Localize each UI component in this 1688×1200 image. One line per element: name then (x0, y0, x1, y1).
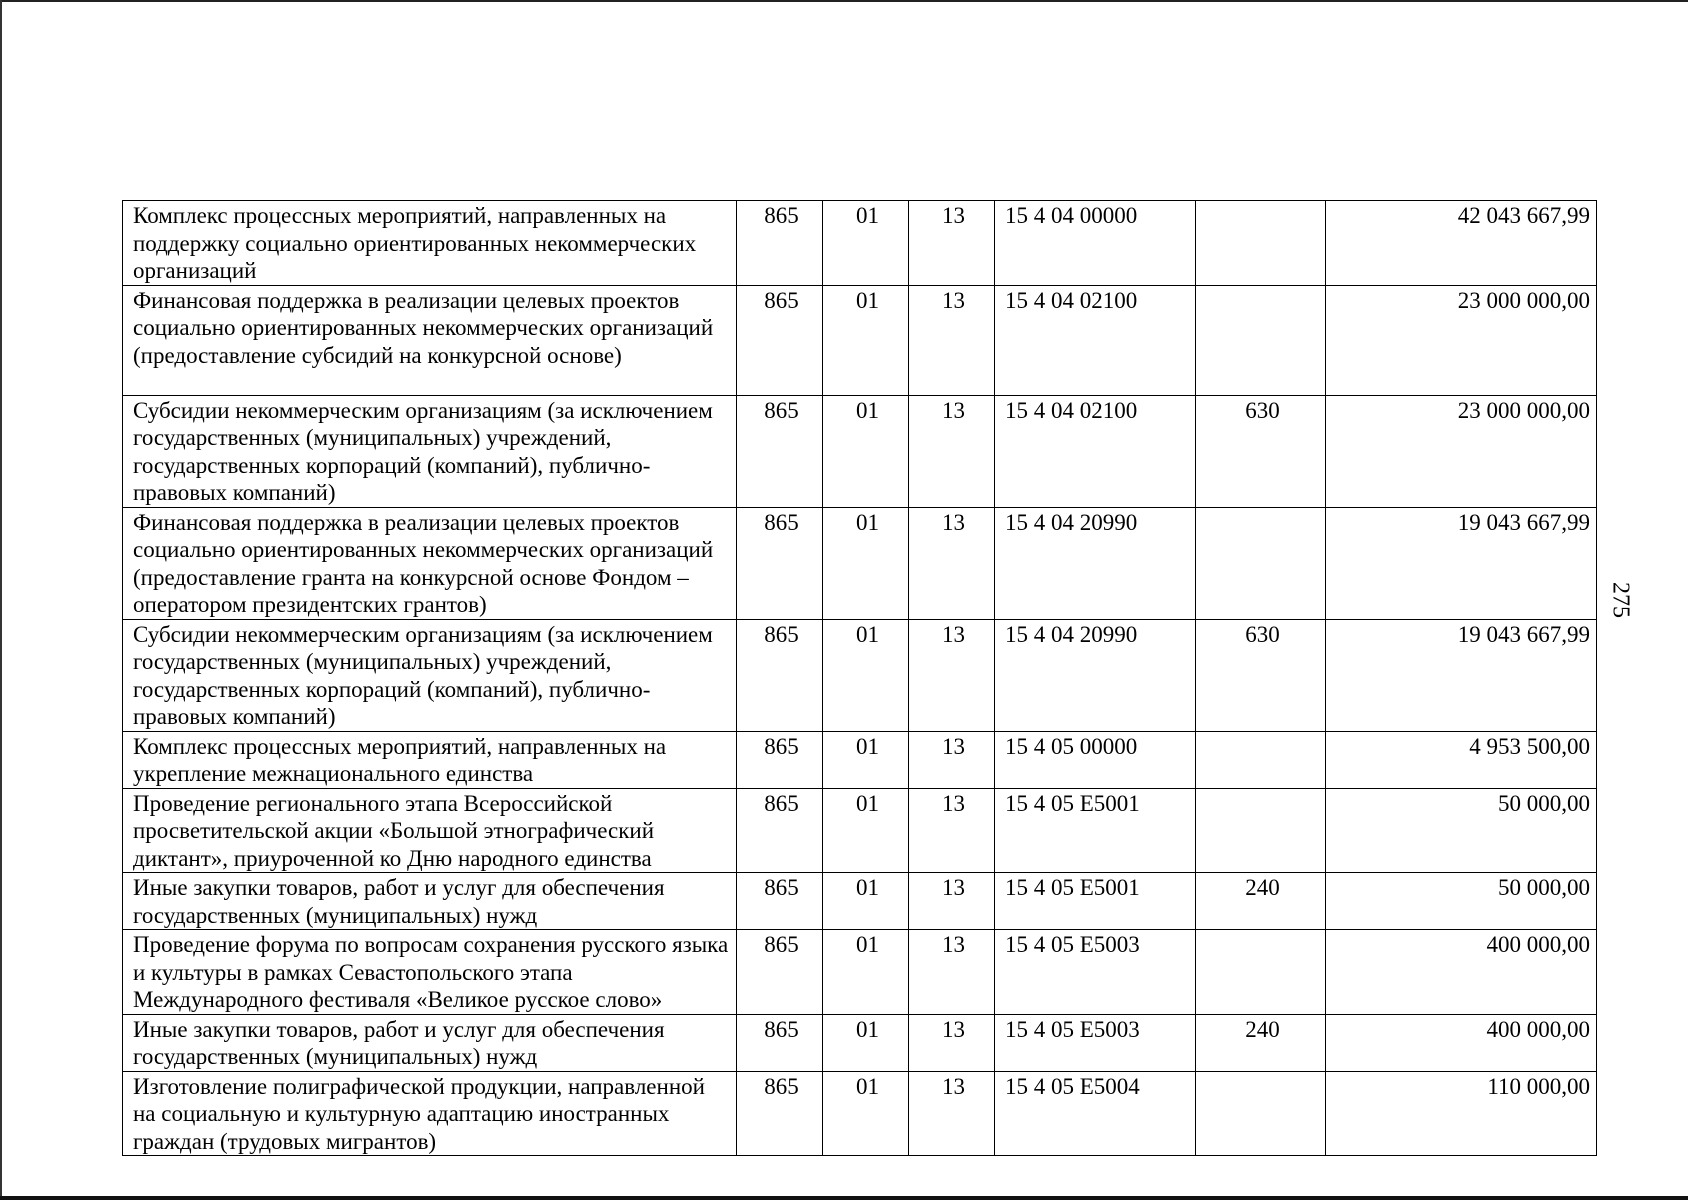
vr-code-cell (1196, 507, 1326, 619)
row-name-cell: Финансовая поддержка в реализации целевых проектов социально ориентированных некоммерческих организаций (предоставление субсидий на конкурсной основе) (123, 285, 737, 395)
sum-cell: 400 000,00 (1326, 1014, 1597, 1071)
pr-code-cell: 13 (909, 1014, 995, 1071)
ved-code-cell: 865 (737, 201, 823, 286)
csr-code-cell: 15 4 05 E5001 (995, 788, 1196, 873)
sum-cell: 50 000,00 (1326, 788, 1597, 873)
budget-table-body (123, 201, 1597, 1156)
row-name-cell: Изготовление полиграфической продукции, направленной на социальную и культурную адаптацию иностранных граждан (трудовых мигрантов) (123, 1071, 737, 1156)
csr-code-cell: 15 4 05 E5003 (995, 930, 1196, 1015)
vr-code-cell (1196, 201, 1326, 286)
sum-cell: 19 043 667,99 (1326, 507, 1597, 619)
rz-code-cell: 01 (823, 507, 909, 619)
rz-code-cell: 01 (823, 873, 909, 930)
csr-code-cell: 15 4 05 E5001 (995, 873, 1196, 930)
csr-code-cell: 15 4 04 20990 (995, 507, 1196, 619)
rz-code-cell: 01 (823, 930, 909, 1015)
csr-code-cell: 15 4 04 02100 (995, 395, 1196, 507)
budget-table (122, 200, 1597, 1156)
vr-code-cell (1196, 731, 1326, 788)
row-name-cell: Проведение регионального этапа Всероссийской просветительской акции «Большой этнографический диктант», приуроченной ко Дню народного единства (123, 788, 737, 873)
ved-code-cell: 865 (737, 1071, 823, 1156)
table-row (123, 788, 1597, 873)
csr-code-cell: 15 4 05 E5003 (995, 1014, 1196, 1071)
ved-code-cell: 865 (737, 1014, 823, 1071)
pr-code-cell: 13 (909, 930, 995, 1015)
scan-edge-bottom (0, 1196, 1688, 1200)
vr-code-cell: 240 (1196, 1014, 1326, 1071)
table-row (123, 930, 1597, 1015)
csr-code-cell: 15 4 04 20990 (995, 619, 1196, 731)
rz-code-cell: 01 (823, 285, 909, 395)
vr-code-cell: 630 (1196, 395, 1326, 507)
table-row (123, 873, 1597, 930)
pr-code-cell: 13 (909, 873, 995, 930)
rz-code-cell: 01 (823, 201, 909, 286)
table-row (123, 507, 1597, 619)
row-name-cell: Субсидии некоммерческим организациям (за исключением государственных (муниципальных) учреждений, государственных корпораций (компаний), публично-правовых компаний) (123, 619, 737, 731)
row-name-cell: Финансовая поддержка в реализации целевых проектов социально ориентированных некоммерческих организаций (предоставление гранта на конкурсной основе Фондом – оператором президентских грантов) (123, 507, 737, 619)
table-row (123, 285, 1597, 395)
ved-code-cell: 865 (737, 507, 823, 619)
scan-edge-top (0, 0, 1688, 2)
table-row (123, 619, 1597, 731)
sum-cell: 50 000,00 (1326, 873, 1597, 930)
rz-code-cell: 01 (823, 619, 909, 731)
ved-code-cell: 865 (737, 930, 823, 1015)
vr-code-cell (1196, 788, 1326, 873)
scan-edge-left (0, 0, 2, 1200)
row-name-cell: Комплекс процессных мероприятий, направленных на поддержку социально ориентированных некоммерческих организаций (123, 201, 737, 286)
ved-code-cell: 865 (737, 731, 823, 788)
sum-cell: 19 043 667,99 (1326, 619, 1597, 731)
ved-code-cell: 865 (737, 285, 823, 395)
rz-code-cell: 01 (823, 395, 909, 507)
ved-code-cell: 865 (737, 873, 823, 930)
pr-code-cell: 13 (909, 507, 995, 619)
pr-code-cell: 13 (909, 731, 995, 788)
sum-cell: 42 043 667,99 (1326, 201, 1597, 286)
sum-cell: 110 000,00 (1326, 1071, 1597, 1156)
csr-code-cell: 15 4 05 00000 (995, 731, 1196, 788)
vr-code-cell (1196, 930, 1326, 1015)
vr-code-cell: 240 (1196, 873, 1326, 930)
pr-code-cell: 13 (909, 619, 995, 731)
sum-cell: 400 000,00 (1326, 930, 1597, 1015)
ved-code-cell: 865 (737, 788, 823, 873)
pr-code-cell: 13 (909, 201, 995, 286)
row-name-cell: Проведение форума по вопросам сохранения русского языка и культуры в рамках Севастопольского этапа Международного фестиваля «Великое русское слово» (123, 930, 737, 1015)
sum-cell: 23 000 000,00 (1326, 285, 1597, 395)
page-number: 275 (1607, 582, 1634, 618)
ved-code-cell: 865 (737, 619, 823, 731)
csr-code-cell: 15 4 05 E5004 (995, 1071, 1196, 1156)
pr-code-cell: 13 (909, 788, 995, 873)
rz-code-cell: 01 (823, 1014, 909, 1071)
row-name-cell: Иные закупки товаров, работ и услуг для обеспечения государственных (муниципальных) нужд (123, 1014, 737, 1071)
table-row (123, 1014, 1597, 1071)
rz-code-cell: 01 (823, 731, 909, 788)
vr-code-cell (1196, 1071, 1326, 1156)
table-row (123, 731, 1597, 788)
vr-code-cell: 630 (1196, 619, 1326, 731)
pr-code-cell: 13 (909, 1071, 995, 1156)
table-row (123, 201, 1597, 286)
rz-code-cell: 01 (823, 788, 909, 873)
row-name-cell: Иные закупки товаров, работ и услуг для обеспечения государственных (муниципальных) нужд (123, 873, 737, 930)
row-name-cell: Комплекс процессных мероприятий, направленных на укрепление межнационального единства (123, 731, 737, 788)
vr-code-cell (1196, 285, 1326, 395)
pr-code-cell: 13 (909, 285, 995, 395)
pr-code-cell: 13 (909, 395, 995, 507)
table-row (123, 395, 1597, 507)
row-name-cell: Субсидии некоммерческим организациям (за исключением государственных (муниципальных) учреждений, государственных корпораций (компаний), публично-правовых компаний) (123, 395, 737, 507)
table-row (123, 1071, 1597, 1156)
rz-code-cell: 01 (823, 1071, 909, 1156)
csr-code-cell: 15 4 04 02100 (995, 285, 1196, 395)
sum-cell: 23 000 000,00 (1326, 395, 1597, 507)
sum-cell: 4 953 500,00 (1326, 731, 1597, 788)
ved-code-cell: 865 (737, 395, 823, 507)
csr-code-cell: 15 4 04 00000 (995, 201, 1196, 286)
